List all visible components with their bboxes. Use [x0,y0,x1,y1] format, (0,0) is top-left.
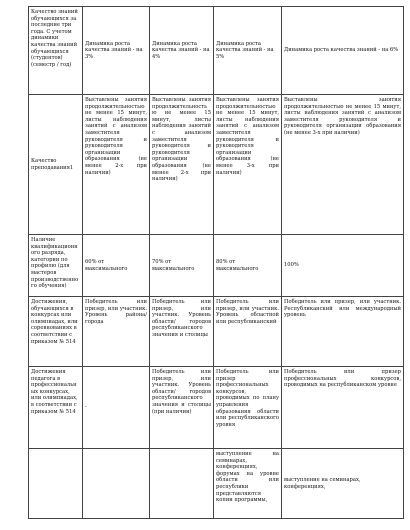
level-cell: Динамика роста качества знаний - на 5% [214,7,282,95]
table-row [29,297,404,367]
level-cell: 70% от максимального [150,235,214,297]
table-row [29,7,404,95]
criterion-cell: Наличие квалификационного разряда, категории по профилю (для мастеров производственного обучения) [29,235,83,297]
level-cell: Победитель или призер, или участник. Уровень района/ города [83,297,150,367]
criterion-cell: Достижения, обучающихся в конкурсах или олимпиадах, или соревнованиях в соответствии с приказом № 514 [29,297,83,367]
level-cell [83,449,150,519]
level-cell: 60% от максимального [83,235,150,297]
level-cell: Выставлены занятия продолжительностью не менее 15 минут, листы наблюдения занятий с анализом заместителя руководителя и руководителя организации образования (не менее 2-х при наличии) [150,95,214,235]
level-cell: 100% [282,235,404,297]
level-cell: Победитель или призер, или участник. Уровень областной или республиканский [214,297,282,367]
level-cell: Динамика роста качества знаний - на 3% [83,7,150,95]
criterion-cell: Качество преподавания1 [29,95,83,235]
level-cell: Победитель или призер, или участник. Уровень области/ городов республиканского значения и столицы (при наличии) [150,367,214,449]
level-cell: выступление на семинарах, конференциях, форумах на уровне области или республики представляются копии программы, [214,449,282,519]
level-cell [150,449,214,519]
criteria-table [28,6,404,519]
level-cell: Выставлены занятия продолжительностью не менее 15 минут, листы наблюдения занятий с анализом заместителя руководителя и руководителя организации образования (не менее 3-х при наличии) [214,95,282,235]
level-cell: Динамика роста качества знаний - на 4% [150,7,214,95]
level-cell: Победитель или призер, или участник. Республиканский или международный уровень [282,297,404,367]
table-row [29,95,404,235]
level-cell: 80% от максимального [214,235,282,297]
level-cell: Победитель или призер профессиональных конкурсов, проводимых по плану управления образования области или республиканского уровня [214,367,282,449]
criterion-cell [29,449,83,519]
level-cell: Победитель или призер профессиональных конкурсов, проводимых на республиканском уровне [282,367,404,449]
level-cell: Выставлены занятия продолжительностью не менее 15 минут, листы наблюдения занятий с анализом заместителя руководителя и руководителя организации образования (не менее 3-х при наличии) [282,95,404,235]
criterion-cell: Качество знаний обучающихся за последние три года. С учетом динамики качества знаний обучающихся (студентов) (семестр / год) [29,7,83,95]
table-row [29,367,404,449]
level-cell: Победитель или призер, или участник. Уровень области/ городов республиканского значения и столицы [150,297,214,367]
table-row [29,449,404,519]
criterion-cell: Достижения педагога в профессиональных конкурсах, или олимпиадах, в соответствии с приказом № 514 [29,367,83,449]
level-cell: Выставлены занятия продолжительностью не менее 15 минут, листы наблюдения занятий с анализом заместителя руководителя и руководителя организации образования (не менее 2-х при наличии) [83,95,150,235]
level-cell: выступление на семинарах, конференциях, [282,449,404,519]
level-cell: Динамика роста качества знаний - на 6% [282,7,404,95]
level-cell: - [83,367,150,449]
table-row [29,235,404,297]
